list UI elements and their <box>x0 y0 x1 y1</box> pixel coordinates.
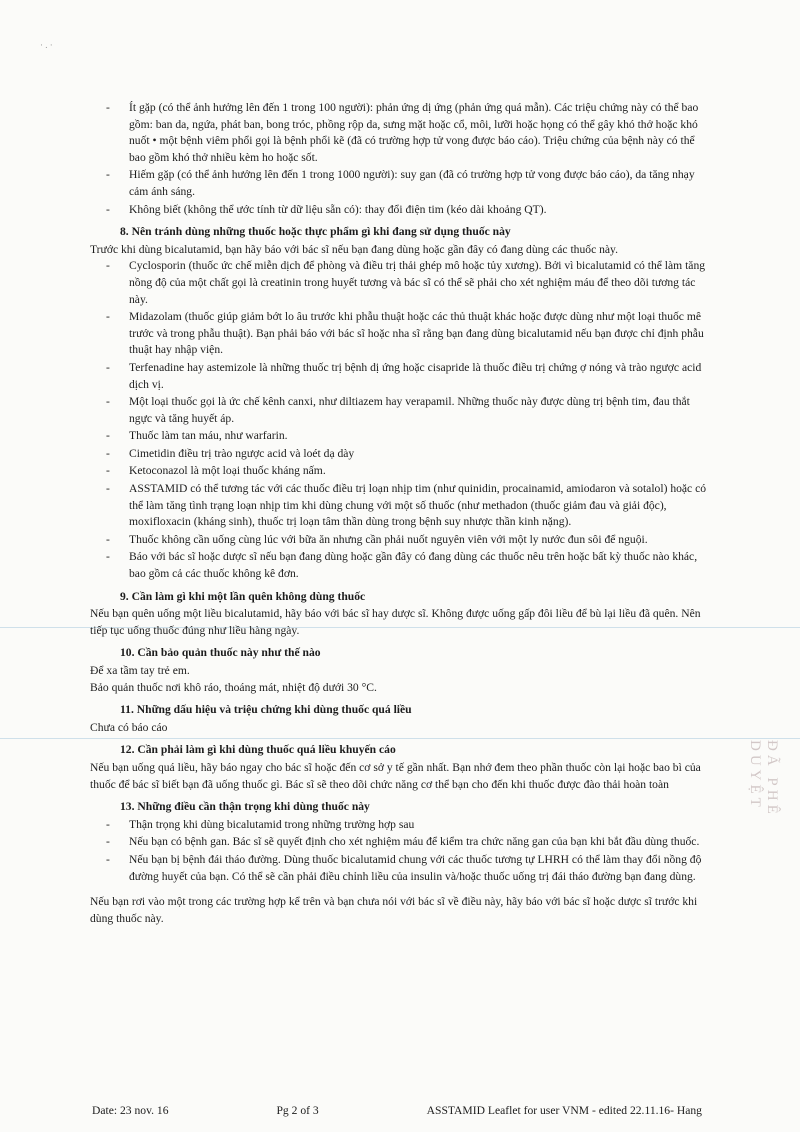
footer-document-info: ASSTAMID Leaflet for user VNM - edited 22.11.16- Hang <box>426 1104 702 1117</box>
list-item: - Cyclosporin (thuốc ức chế miễn dịch để phòng và điều trị thải ghép mô hoặc tủy xương). Bởi vì bicalutamid có thể làm tăng nồng độ của một chất gọi là creatinin trong huyết tương và bác sĩ có thể sẽ phải cho xét nghiệm máu để theo dõi tương tác này. <box>90 258 708 308</box>
list-item: - ASSTAMID có thể tương tác với các thuốc điều trị loạn nhịp tim (như quinidin, procainamid, amiodaron và sotalol) hoặc có thể làm tăng tình trạng loạn nhịp tim khi dùng chung với một số thuốc (như methadon (thuốc giảm đau và giải độc), moxifloxacin (kháng sinh), thuốc trị loạn tâm thần dùng trong bệnh suy nhược thần kinh nặng). <box>90 481 708 531</box>
list-item: - Terfenadine hay astemizole là những thuốc trị bệnh dị ứng hoặc cisapride là thuốc điều trị chứng ợ nóng và trào ngược acid dịch vị. <box>90 360 708 393</box>
section-title: 11. Những dấu hiệu và triệu chứng khi dùng thuốc quá liều <box>120 703 412 717</box>
section-text: Chưa có báo cáo <box>90 720 168 734</box>
interaction-list <box>90 258 708 582</box>
section-text: Nếu bạn quên uống một liều bicalutamid, hãy báo với bác sĩ hay dược sĩ. Không được uống gấp đôi liều để bù lại liều đã quên. Nên tiếp tục uống thuốc đúng như liều hàng ngày. <box>90 607 701 637</box>
section-text: Để xa tầm tay trẻ em. <box>90 664 190 677</box>
section-12 <box>90 742 708 793</box>
precaution-list <box>90 817 708 885</box>
list-item: - Thuốc không cần uống cùng lúc với bữa ăn nhưng cần phải nuốt nguyên viên với một ly nước đun sôi để nguội. <box>90 532 708 549</box>
section-title: 10. Cần bảo quản thuốc này như thế nào <box>120 646 321 660</box>
margin-stamp: ĐÃ PHÊ DUYỆT <box>747 740 780 818</box>
list-item: - Midazolam (thuốc giúp giảm bớt lo âu trước khi phẫu thuật hoặc các thủ thuật khác hoặc được dùng như một loại thuốc mê trước và trong phẫu thuật). Bạn phải báo với bác sĩ hoặc nha sĩ rằng bạn đang dùng bicalutamid nếu bạn được chỉ định phẫu thuật hay nhập viện. <box>90 309 708 359</box>
list-item: - Báo với bác sĩ hoặc dược sĩ nếu bạn đang dùng hoặc gần đây có đang dùng các thuốc nêu trên hoặc bất kỳ thuốc nào khác, bao gồm cả các thuốc không kê đơn. <box>90 549 708 582</box>
section-9 <box>90 589 708 640</box>
footer-page-number: Pg 2 of 3 <box>276 1104 319 1117</box>
list-item: - Nếu bạn bị bệnh đái tháo đường. Dùng thuốc bicalutamid chung với các thuốc tương tự LHRH có thể làm thay đổi nồng độ đường huyết của bạn. Có thể sẽ cần phải điều chỉnh liều của insulin và/hoặc thuốc uống trị đái tháo đường bạn đang dùng. <box>90 852 708 885</box>
section-8 <box>90 224 708 582</box>
list-item: - Cimetidin điều trị trào ngược acid và loét dạ dày <box>90 446 708 463</box>
section-10 <box>90 645 708 696</box>
section-text: Nếu bạn uống quá liều, hãy báo ngay cho bác sĩ hoặc đến cơ sở y tế gần nhất. Bạn nhớ đem theo phần thuốc còn lại hoặc bao bì của thuốc để bác sĩ biết bạn đã uống thuốc gì. Bác sĩ sẽ theo dõi chức năng cơ thể bạn cho đến khi thuốc được đào thải hoàn toàn <box>90 760 701 791</box>
leaflet-page <box>90 100 708 927</box>
section-title: 8. Nên tránh dùng những thuốc hoặc thực phẩm gì khi đang sử dụng thuốc này <box>120 225 511 239</box>
list-item: - Ít gặp (có thể ảnh hưởng lên đến 1 trong 100 người): phản ứng dị ứng (phản ứng quá mẫn). Các triệu chứng này có thể bao gồm: ban da, ngứa, phát ban, bong tróc, phồng rộp da, sưng mặt hoặc cổ, môi, lưỡi hoặc họng có thể gây khó thở hoặc khó nuốt • một bệnh viêm phổi gọi là bệnh phổi kẽ (đã có trường hợp tử vong được báo cáo). Triệu chứng của bệnh này có thể bao gồm khó thở nhiều kèm ho hoặc sốt. <box>90 100 708 166</box>
section-11 <box>90 702 708 736</box>
list-item: - Không biết (không thể ước tính từ dữ liệu sẵn có): thay đổi điện tim (kéo dài khoảng QT). <box>90 202 708 219</box>
list-item: - Nếu bạn có bệnh gan. Bác sĩ sẽ quyết định cho xét nghiệm máu để kiểm tra chức năng gan của bạn khi bắt đầu dùng thuốc. <box>90 834 708 851</box>
section-title: 13. Những điều cần thận trọng khi dùng thuốc này <box>120 800 370 814</box>
list-item: - Thuốc làm tan máu, như warfarin. <box>90 428 708 445</box>
footer-date: Date: 23 nov. 16 <box>92 1104 169 1117</box>
list-item: - Ketoconazol là một loại thuốc kháng nấm. <box>90 463 708 480</box>
section-title: 12. Cần phải làm gì khi dùng thuốc quá liều khuyến cáo <box>120 743 396 757</box>
section-text: Trước khi dùng bicalutamid, bạn hãy báo với bác sĩ nếu bạn đang dùng hoặc gần đây có đang dùng các thuốc này. <box>90 242 618 256</box>
scan-specks: · . · <box>40 40 53 50</box>
section-title: 9. Cần làm gì khi một lần quên không dùng thuốc <box>120 589 366 603</box>
list-item: - Một loại thuốc gọi là ức chế kênh canxi, như diltiazem hay verapamil. Những thuốc này được dùng trị bệnh tim, đau thắt ngực và tăng huyết áp. <box>90 394 708 427</box>
list-item: - Thận trọng khi dùng bicalutamid trong những trường hợp sau <box>90 817 708 834</box>
list-item: - Hiếm gặp (có thể ảnh hưởng lên đến 1 trong 1000 người): suy gan (đã có trường hợp tử vong được báo cáo), da tăng nhạy cảm ánh sáng. <box>90 167 708 200</box>
side-effects-list <box>90 100 708 218</box>
section-text: Nếu bạn rơi vào một trong các trường hợp kể trên và bạn chưa nói với bác sĩ về điều này, hãy báo với bác sĩ hoặc dược sĩ trước khi dùng thuốc này. <box>90 895 698 925</box>
section-13 <box>90 799 708 927</box>
page-footer <box>92 1104 702 1117</box>
section-text: Bảo quản thuốc nơi khô ráo, thoáng mát, nhiệt độ dưới 30 °C. <box>90 680 377 694</box>
